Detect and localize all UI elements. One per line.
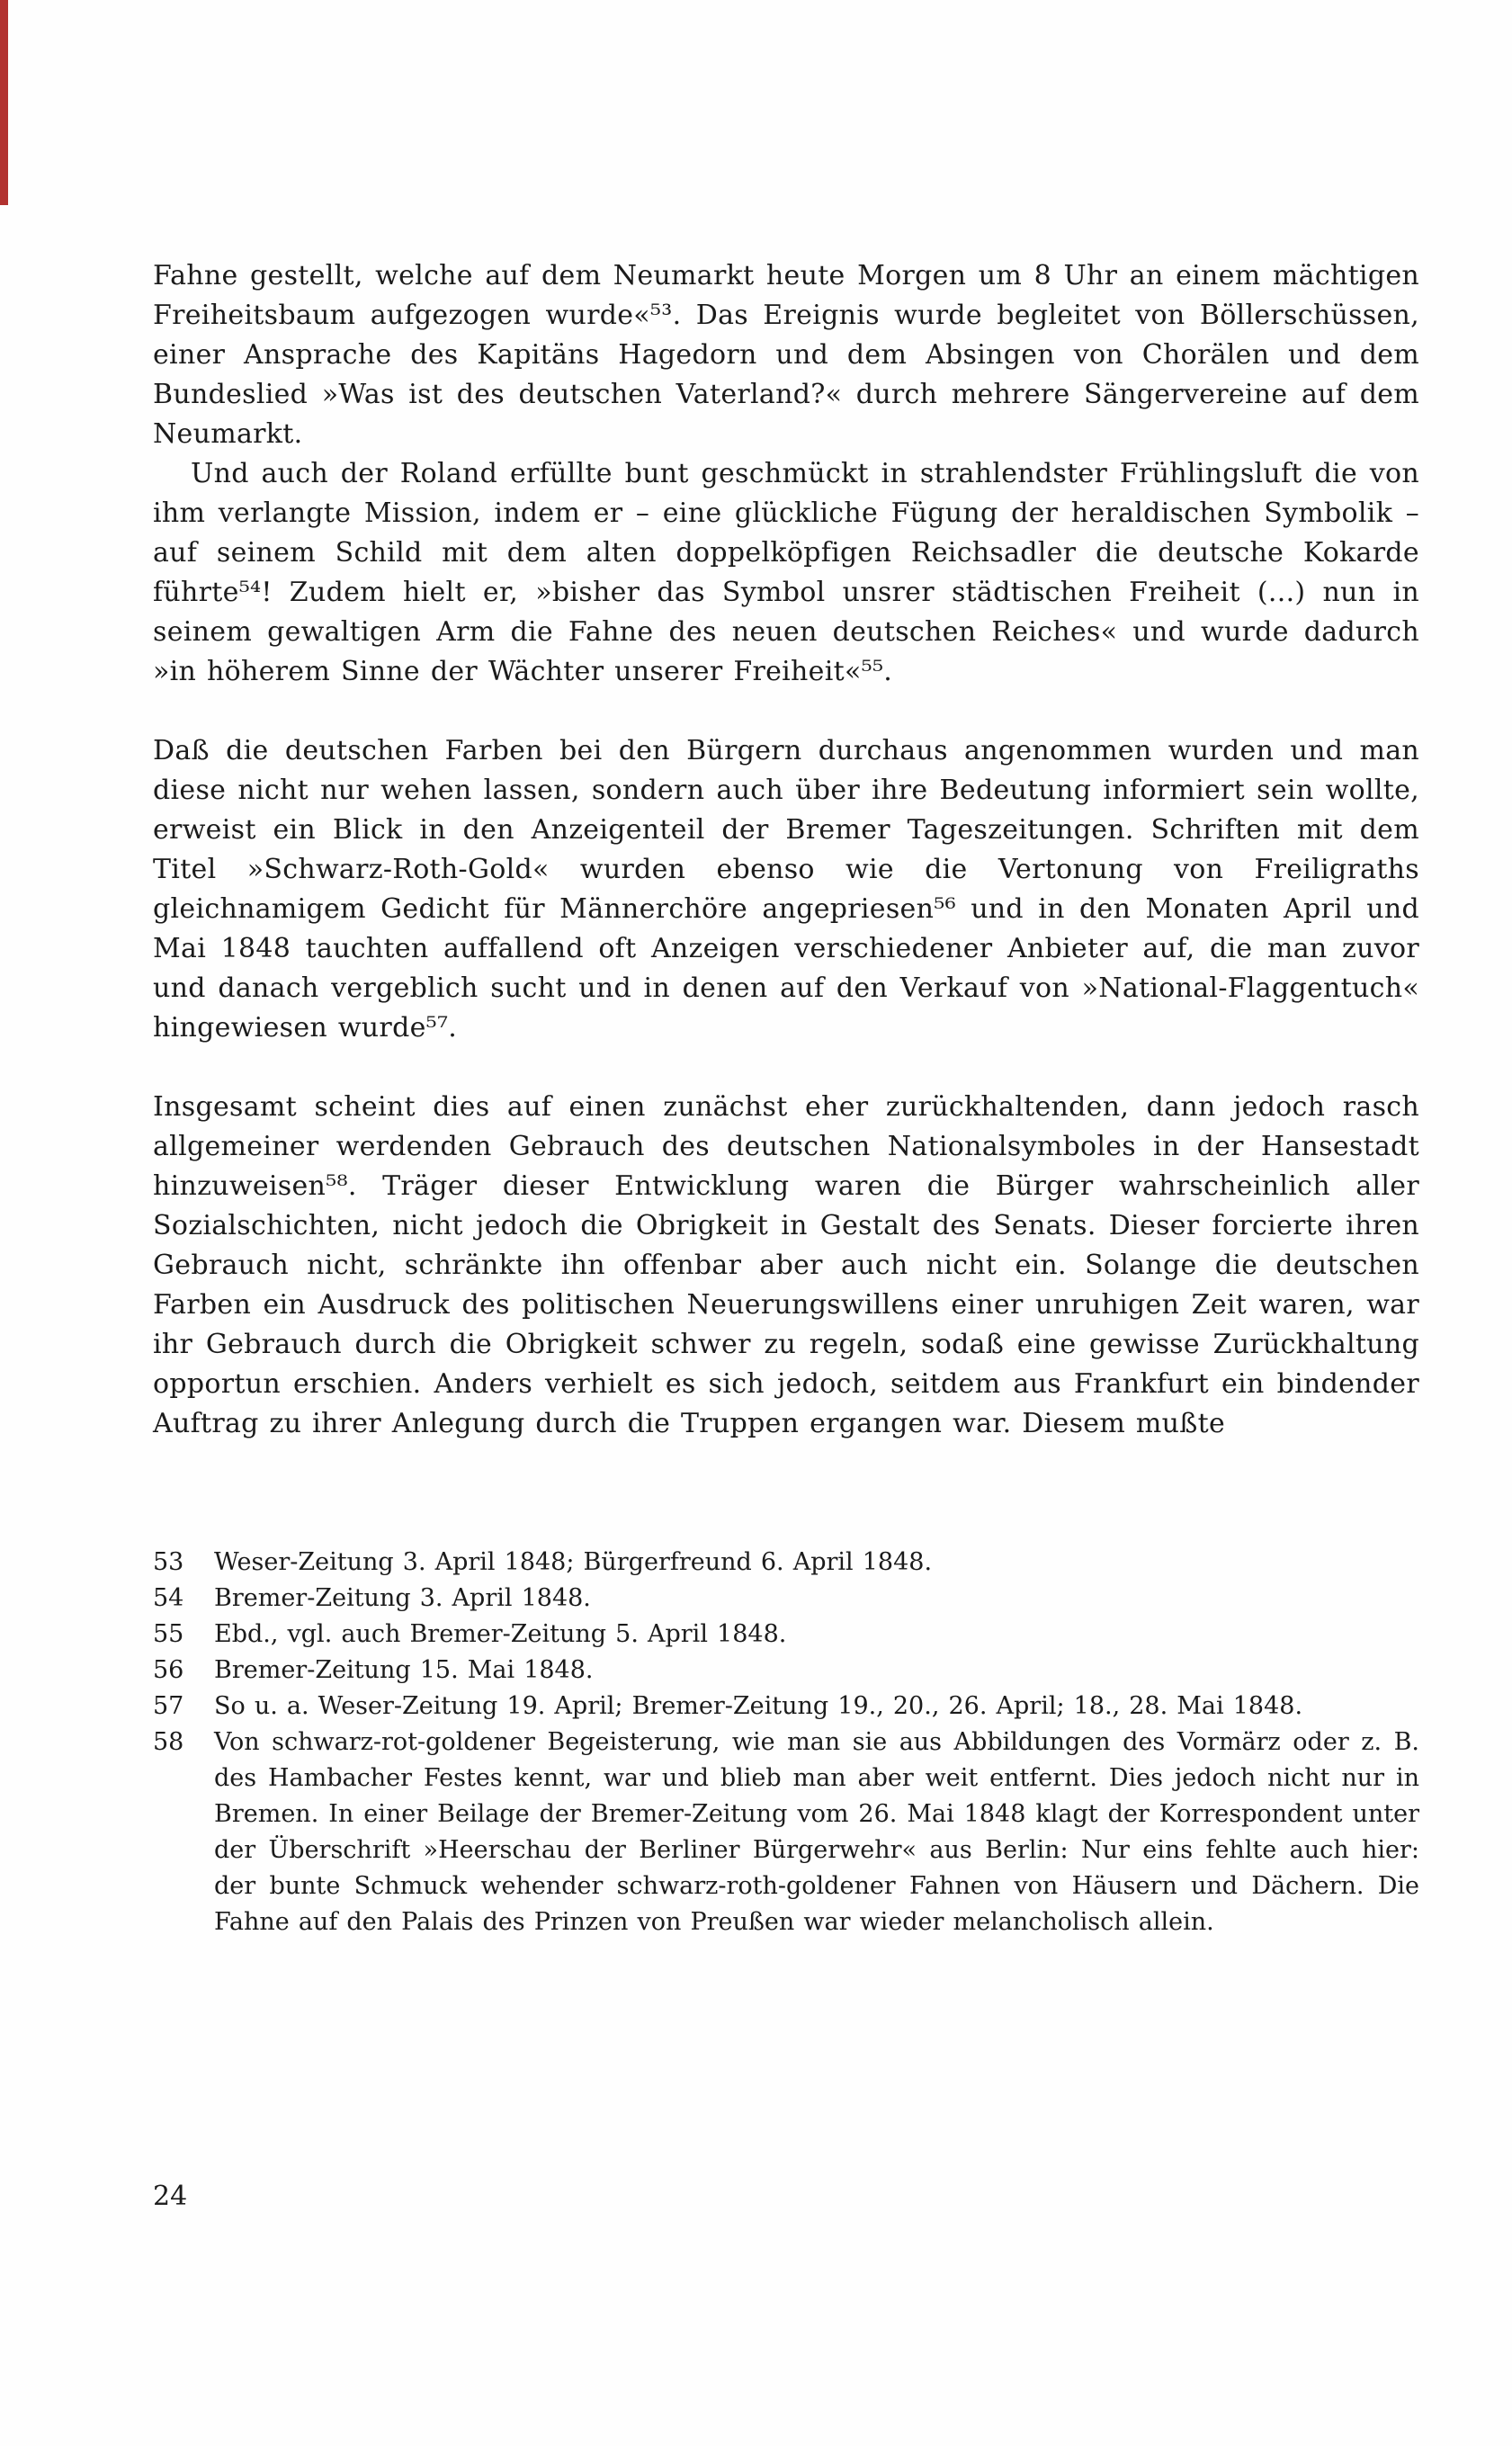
footnote-number: 58 (153, 1728, 184, 1756)
footnotes-section (153, 1545, 1419, 1940)
footnote (153, 1545, 1419, 1581)
body-paragraph-1: Fahne gestellt, welche auf dem Neumarkt heute Morgen um 8 Uhr an einem mächtigen Freiheitsbaum aufgezogen wurde«⁵³. Das Ereignis wurde begleitet von Böllerschüssen, einer Ansprache des Kapitäns Hagedorn und dem Absingen von Chorälen und dem Bundeslied »Was ist des deutschen Vaterland?« durch mehrere Sängervereine auf dem Neumarkt. (153, 260, 1419, 450)
footnote (153, 1581, 1419, 1617)
footnote-text: Weser-Zeitung 3. April 1848; Bürgerfreund 6. April 1848. (214, 1548, 933, 1576)
body-paragraph-2: Und auch der Roland erfüllte bunt geschmückt in strahlendster Frühlingsluft die von ihm verlangte Mission, indem er – eine glückliche Fügung der heraldischen Symbolik – auf seinem Schild mit dem alten doppelköpfigen Reichsadler die deutsche Kokarde führte⁵⁴! Zudem hielt er, »bisher das Symbol unsrer städtischen Freiheit (...) nun in seinem gewaltigen Arm die Fahne des neuen deutschen Reiches« und wurde dadurch »in höherem Sinne der Wächter unserer Freiheit«⁵⁵. (153, 458, 1419, 687)
footnote-number: 57 (153, 1692, 184, 1720)
page-body (153, 256, 1419, 1940)
footnote-number: 53 (153, 1548, 184, 1576)
footnote-number: 56 (153, 1656, 184, 1684)
footnote (153, 1617, 1419, 1653)
body-paragraph-4: Insgesamt scheint dies auf einen zunächst eher zurückhaltenden, dann jedoch rasch allgemeiner werdenden Gebrauch des deutschen Nationalsymboles in der Hansestadt hinzuweisen⁵⁸. Träger dieser Entwicklung waren die Bürger wahrscheinlich aller Sozialschichten, nicht jedoch die Obrigkeit in Gestalt des Senats. Dieser forcierte ihren Gebrauch nicht, schränkte ihn offenbar aber auch nicht ein. Solange die deutschen Farben ein Ausdruck des politischen Neuerungswillens einer unruhigen Zeit waren, war ihr Gebrauch durch die Obrigkeit schwer zu regeln, sodaß eine gewisse Zurückhaltung opportun erschien. Anders verhielt es sich jedoch, seitdem aus Frankfurt ein bindender Auftrag zu ihrer Anlegung durch die Truppen ergangen war. Diesem mußte (153, 1091, 1419, 1439)
footnote-number: 54 (153, 1584, 184, 1612)
footnote (153, 1689, 1419, 1725)
footnote-number: 55 (153, 1620, 184, 1648)
page-number: 24 (153, 2181, 188, 2212)
footnote-text: Ebd., vgl. auch Bremer-Zeitung 5. April 1848. (214, 1620, 787, 1648)
scan-edge-artifact (0, 0, 8, 205)
footnote-text: Von schwarz-rot-goldener Begeisterung, wie man sie aus Abbildungen des Vormärz oder z. B. des Hambacher Festes kennt, war und blieb man aber weit entfernt. Dies jedoch nicht nur in Bremen. In einer Beilage der Bremer-Zeitung vom 26. Mai 1848 klagt der Korrespondent unter der Überschrift »Heerschau der Berliner Bürgerwehr« aus Berlin: Nur eins fehlte auch hier: der bunte Schmuck wehender schwarz-roth-goldener Fahnen von Häusern und Dächern. Die Fahne auf den Palais des Prinzen von Preußen war wieder melancholisch allein. (214, 1728, 1419, 1936)
footnote-text: Bremer-Zeitung 15. Mai 1848. (214, 1656, 594, 1684)
footnote (153, 1725, 1419, 1940)
footnote-text: So u. a. Weser-Zeitung 19. April; Bremer-Zeitung 19., 20., 26. April; 18., 28. Mai 1848. (214, 1692, 1303, 1720)
body-paragraph-3: Daß die deutschen Farben bei den Bürgern durchaus angenommen wurden und man diese nicht nur wehen lassen, sondern auch über ihre Bedeutung informiert sein wollte, erweist ein Blick in den Anzeigenteil der Bremer Tageszeitungen. Schriften mit dem Titel »Schwarz-Roth-Gold« wurden ebenso wie die Vertonung von Freiligraths gleichnamigem Gedicht für Männerchöre angepriesen⁵⁶ und in den Monaten April und Mai 1848 tauchten auffallend oft Anzeigen verschiedener Anbieter auf, die man zuvor und danach vergeblich sucht und in denen auf den Verkauf von »National-Flaggentuch« hingewiesen wurde⁵⁷. (153, 735, 1419, 1044)
footnote (153, 1653, 1419, 1689)
footnote-text: Bremer-Zeitung 3. April 1848. (214, 1584, 591, 1612)
